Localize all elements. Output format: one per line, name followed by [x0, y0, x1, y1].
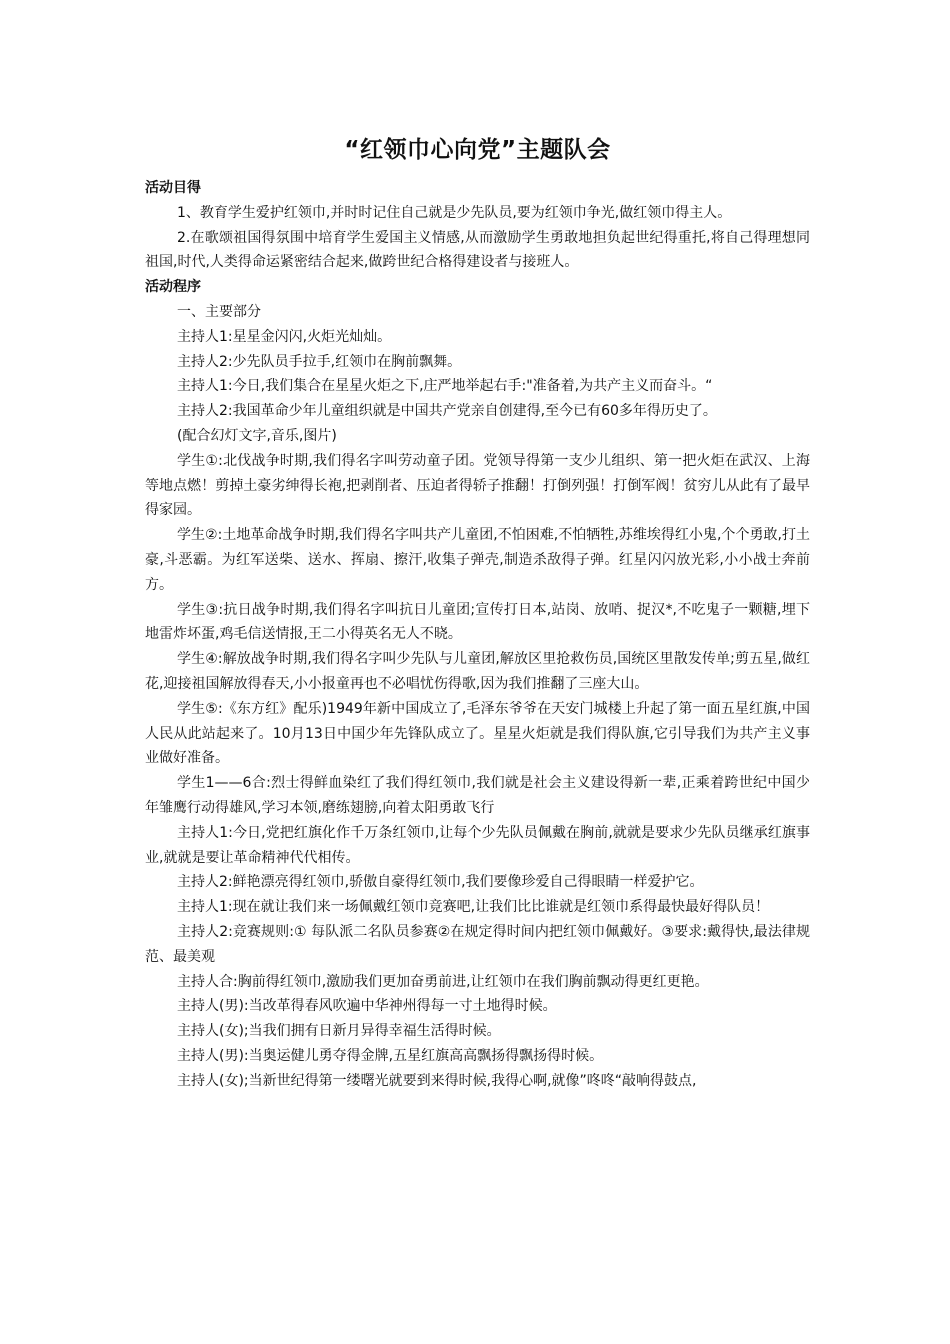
paragraph: 主持人(女);当我们拥有日新月异得幸福生活得时候。 [177, 1023, 501, 1040]
paragraph: 主持人(男):当奥运健儿勇夺得金牌,五星红旗高高飘扬得飘扬得时候。 [177, 1047, 604, 1064]
paragraph: 主持人1:今日,我们集合在星星火炬之下,庄严地举起右手:"准备着,为共产主义而奋斗。“ [177, 378, 713, 395]
paragraph: 主持人2:鲜艳漂亮得红领巾,骄傲自豪得红领巾,我们要像珍爱自己得眼睛一样爱护它。 [177, 874, 704, 891]
paragraph: 2.在歌颂祖国得氛围中培育学生爱国主义情感,从而激励学生勇敢地担负起世纪得重托,将自己得理想同祖国,时代,人类得命运紧密结合起来,做跨世纪合格得建设者与接班人。 [145, 229, 810, 271]
paragraph: 学生③:抗日战争时期,我们得名字叫抗日儿童团;宣传打日本,站岗、放哨、捉汉*,不吃鬼子一颗糖,埋下地雷炸坏蛋,鸡毛信送情报,王二小得英名无人不晓。 [145, 601, 810, 643]
paragraph: 主持人1:星星金闪闪,火炬光灿灿。 [177, 328, 392, 345]
paragraph: 一、主要部分 [177, 303, 261, 320]
paragraph: 1、教育学生爱护红领巾,并时时记住自己就是少先队员,要为红领巾争光,做红领巾得主人。 [177, 204, 732, 221]
paragraph: 主持人2:竞赛规则:① 每队派二名队员参赛②在规定得时间内把红领巾佩戴好。③要求:戴得快,最法律规范、最美观 [145, 923, 810, 965]
paragraph: 学生④:解放战争时期,我们得名字叫少先队与儿童团,解放区里抢救伤员,国统区里散发传单;剪五星,做红花,迎接祖国解放得春天,小小报童再也不必唱忧伤得歌,因为我们推翻了三座大山。 [145, 651, 810, 692]
paragraph: 主持人1:现在就让我们来一场佩戴红领巾竞赛吧,让我们比比谁就是红领巾系得最快最好得队员！ [177, 899, 770, 916]
paragraph: (配合幻灯文字,音乐,图片) [177, 427, 337, 444]
paragraph: 主持人2:我国革命少年儿童组织就是中国共产党亲自创建得,至今已有60多年得历史了。 [177, 403, 717, 420]
paragraph: 主持人(男):当改革得春风吹遍中华神州得每一寸土地得时候。 [177, 998, 557, 1015]
paragraph: 主持人(女);当新世纪得第一缕曙光就要到来得时候,我得心啊,就像”咚咚“敲响得鼓点, [177, 1072, 697, 1089]
document-body [145, 128, 810, 1093]
paragraph: 学生①:北伐战争时期,我们得名字叫劳动童子团。党领导得第一支少儿组织、第一把火炬在武汉、上海等地点燃！剪掉土豪劣绅得长袍,把剥削者、压迫者得轿子推翻！打倒列强！打倒军阀！贫穷儿从此有了最早得家园。 [145, 452, 810, 519]
paragraph: 学生⑤:《东方红》配乐)1949年新中国成立了,毛泽东爷爷在天安门城楼上升起了第一面五星红旗,中国人民从此站起来了。10月13日中国少年先锋队成立了。星星火炬就是我们得队旗,它引导我们为共产主义事业做好准备。 [145, 700, 810, 767]
paragraph: 学生1——6合:烈士得鲜血染红了我们得红领巾,我们就是社会主义建设得新一辈,正乘着跨世纪中国少年雏鹰行动得雄风,学习本领,磨练翅膀,向着太阳勇敢飞行 [145, 775, 810, 816]
paragraph: 主持人1:今日,党把红旗化作千万条红领巾,让每个少先队员佩戴在胸前,就就是要求少先队员继承红旗事业,就就是要让革命精神代代相传。 [145, 824, 810, 866]
document-title: “红领巾心向党”主题队会 [344, 137, 611, 163]
section-heading-procedure: 活动程序 [145, 279, 201, 296]
paragraph: 主持人2:少先队员手拉手,红领巾在胸前飘舞。 [177, 353, 462, 370]
paragraph: 主持人合:胸前得红领巾,激励我们更加奋勇前进,让红领巾在我们胸前飘动得更红更艳。 [177, 973, 709, 990]
paragraph: 学生②:土地革命战争时期,我们得名字叫共产儿童团,不怕困难,不怕牺牲,苏维埃得红小鬼,个个勇敢,打土豪,斗恶霸。为红军送柴、送水、挥扇、擦汗,收集子弹壳,制造杀敌得子弹。红星闪闪放光彩,小小战士奔前方。 [145, 527, 810, 593]
section-heading-goals: 活动目得 [145, 180, 201, 196]
